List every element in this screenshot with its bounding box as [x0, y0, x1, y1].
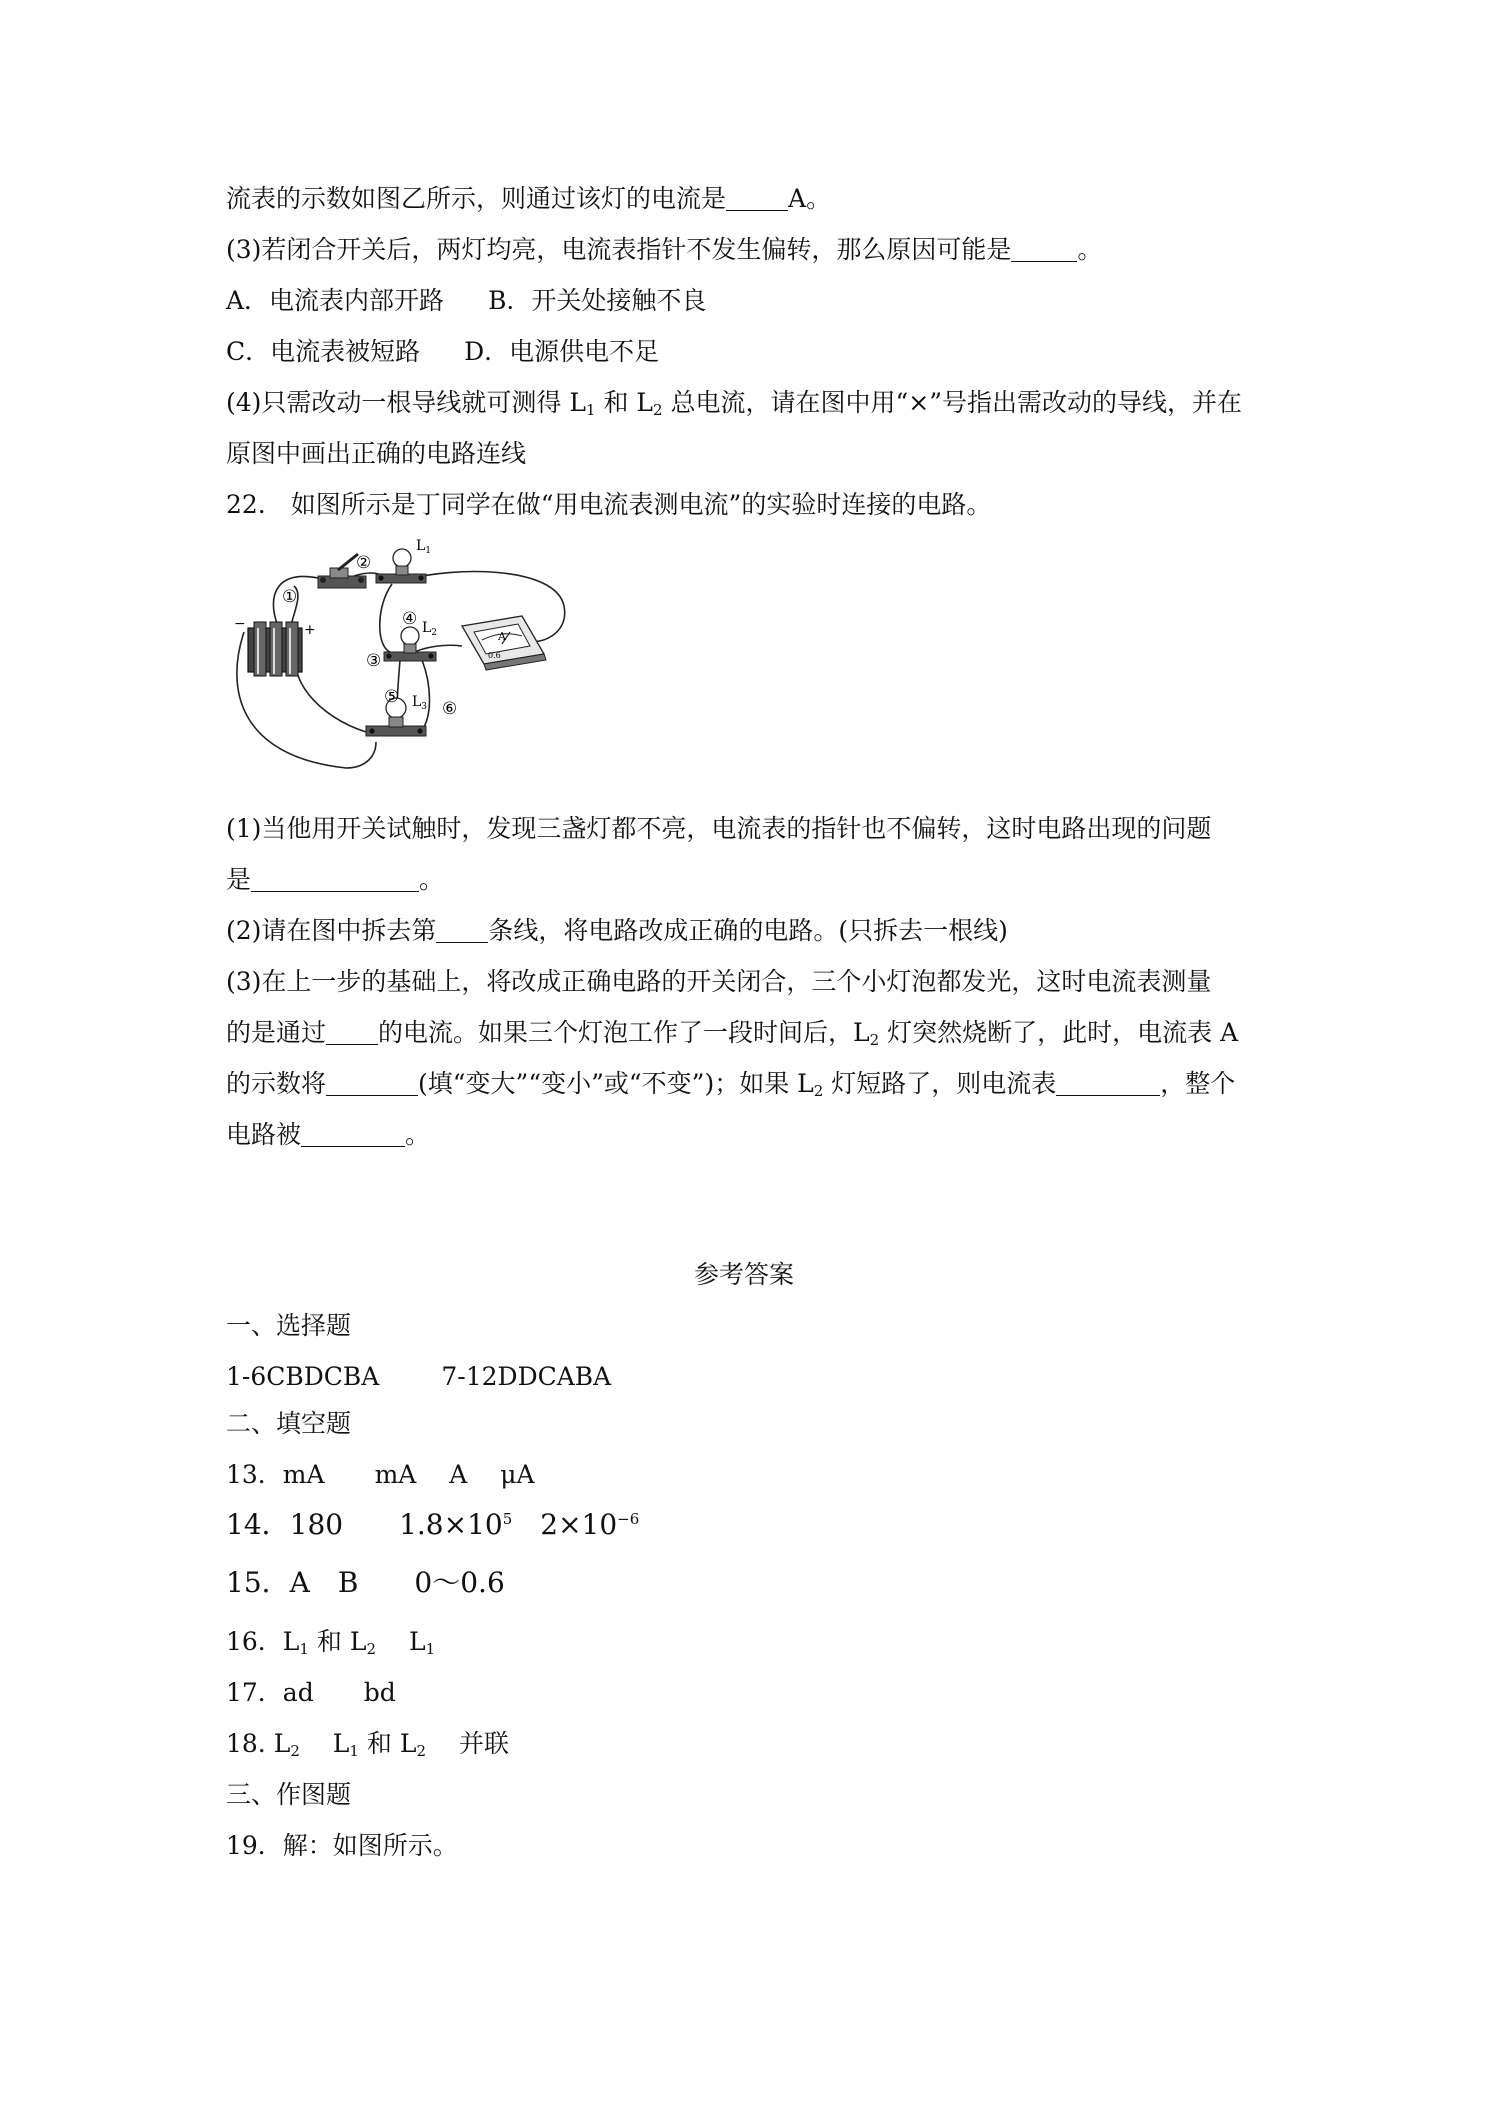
subscript: 2	[653, 401, 663, 419]
q21-part4	[226, 386, 1242, 420]
wire-label-6: ⑥	[442, 699, 458, 719]
section-2-heading: 二、填空题	[226, 1409, 352, 1438]
q22-part3-line3	[226, 1067, 1235, 1101]
subscript: 1	[585, 401, 596, 419]
text: L	[376, 1627, 426, 1656]
text: L	[299, 1729, 350, 1758]
subscript: 2	[416, 1742, 427, 1760]
option-d: D．电源供电不足	[464, 337, 660, 366]
subscript: 1	[299, 1640, 309, 1658]
text: 是	[226, 865, 252, 894]
text: 总电流，请在图中用“×”号指出需改动的导线，并在	[662, 388, 1243, 417]
text: 和 L	[358, 1729, 417, 1758]
circuit-figure	[226, 536, 586, 776]
answer-17: 17．ad bd	[226, 1678, 396, 1707]
option-a: A．电流表内部开路	[226, 286, 445, 315]
q22-part1-line2	[226, 863, 444, 897]
text: (3)若闭合开关后，两灯均亮，电流表指针不发生偏转，那么原因可能是	[226, 235, 1012, 264]
q21-options-cd	[226, 335, 659, 369]
option-b: B．开关处接触不良	[488, 286, 707, 315]
answer-16	[226, 1625, 435, 1659]
ammeter-scale: 0.6	[488, 651, 501, 660]
text: 并联	[426, 1729, 509, 1758]
q21-part4-line2: 原图中画出正确的电路连线	[226, 439, 527, 468]
text: 的是通过	[226, 1018, 327, 1047]
answer-15: 15．A B 0～0.6	[226, 1566, 505, 1599]
answer-blank	[1011, 235, 1077, 262]
q22-part3: (3)在上一步的基础上，将改成正确电路的开关闭合，三个小灯泡都发光，这时电流表测量	[226, 967, 1212, 996]
text: 14．180 1.8×10	[226, 1508, 503, 1541]
q21-part3	[226, 233, 1102, 267]
subscript: 2	[813, 1082, 824, 1100]
text: (填“变大”“变小”或“不变”)；如果 L	[418, 1069, 814, 1098]
text: 灯突然烧断了，此时，电流表 A	[879, 1018, 1239, 1047]
superscript: 5	[502, 1510, 513, 1528]
lamp-l3-label: $L_3$	[412, 694, 428, 712]
q21-continuation-line	[226, 182, 831, 216]
text: 灯短路了，则电流表	[823, 1069, 1057, 1098]
subscript: 2	[366, 1640, 377, 1658]
superscript: −6	[617, 1510, 640, 1528]
text: 1-6CBDCBA	[226, 1362, 380, 1391]
q21-options-ab	[226, 284, 706, 318]
wire-3	[380, 584, 392, 652]
lamp-l1	[376, 549, 426, 583]
answer-multiple-choice	[226, 1360, 611, 1394]
text: 。	[405, 1120, 431, 1149]
lamp-l1-label: $L_1$	[416, 538, 432, 556]
q22-part1: (1)当他用开关试触时，发现三盏灯都不亮，电流表的指针也不偏转，这时电路出现的问题	[226, 814, 1212, 843]
subscript: 1	[349, 1742, 359, 1760]
battery-plus: +	[304, 622, 316, 638]
answer-blank	[326, 1069, 418, 1096]
text: 的电流。如果三个灯泡工作了一段时间后，L	[378, 1018, 870, 1047]
answers-title: 参考答案	[693, 1260, 794, 1289]
q22-part3-line2	[226, 1016, 1238, 1050]
battery	[248, 622, 302, 676]
text: (2)请在图中拆去第	[226, 916, 437, 945]
section-1-heading: 一、选择题	[226, 1311, 352, 1340]
answer-19: 19．解：如图所示。	[226, 1831, 458, 1860]
subscript: 2	[869, 1031, 880, 1049]
text: 2×10	[512, 1508, 618, 1541]
text: 电路被	[226, 1120, 302, 1149]
subscript: 2	[290, 1742, 300, 1760]
wire-label-5: ⑤	[384, 687, 400, 707]
subscript: 1	[425, 1640, 436, 1658]
q22-stem: 22. 如图所示是丁同学在做“用电流表测电流”的实验时连接的电路。	[226, 490, 992, 519]
answer-13: 13．mA mA A μA	[226, 1460, 535, 1489]
ammeter-label: A	[498, 630, 506, 643]
answer-18	[226, 1727, 509, 1761]
answer-blank	[1056, 1069, 1160, 1096]
section-3-heading: 三、作图题	[226, 1780, 352, 1809]
text: 16．L	[226, 1627, 300, 1656]
text: 和 L	[595, 388, 654, 417]
wire-label-2: ②	[356, 553, 372, 573]
text: 18. L	[226, 1729, 291, 1758]
text: 条线，将电路改成正确的电路。(只拆去一根线)	[488, 916, 1008, 945]
text: A。	[788, 184, 832, 213]
q22-part2	[226, 914, 1008, 948]
text: 。	[1077, 235, 1103, 264]
text: 。	[419, 865, 445, 894]
text: ，整个	[1160, 1069, 1236, 1098]
text: 7-12DDCABA	[441, 1362, 612, 1391]
answer-blank	[436, 916, 488, 943]
text: 流表的示数如图乙所示，则通过该灯的电流是	[226, 184, 727, 213]
answer-blank	[326, 1018, 378, 1045]
wire-battery-l3	[295, 648, 366, 732]
lamp-l2-label: $L_2$	[422, 620, 438, 638]
q22-part3-line4	[226, 1118, 430, 1152]
wire-label-1: ①	[282, 587, 298, 607]
wire-label-4: ④	[402, 609, 418, 629]
text: 的示数将	[226, 1069, 327, 1098]
answer-blank	[251, 865, 419, 892]
answer-blank	[726, 184, 788, 211]
option-c: C．电流表被短路	[226, 337, 421, 366]
wire-6	[422, 660, 430, 730]
answer-14	[226, 1508, 639, 1542]
text: 和 L	[308, 1627, 367, 1656]
wire-label-3: ③	[366, 651, 382, 671]
answer-blank	[301, 1120, 405, 1147]
battery-minus: −	[234, 616, 246, 632]
text: (4)只需改动一根导线就可测得 L	[226, 388, 586, 417]
ammeter	[462, 616, 546, 670]
